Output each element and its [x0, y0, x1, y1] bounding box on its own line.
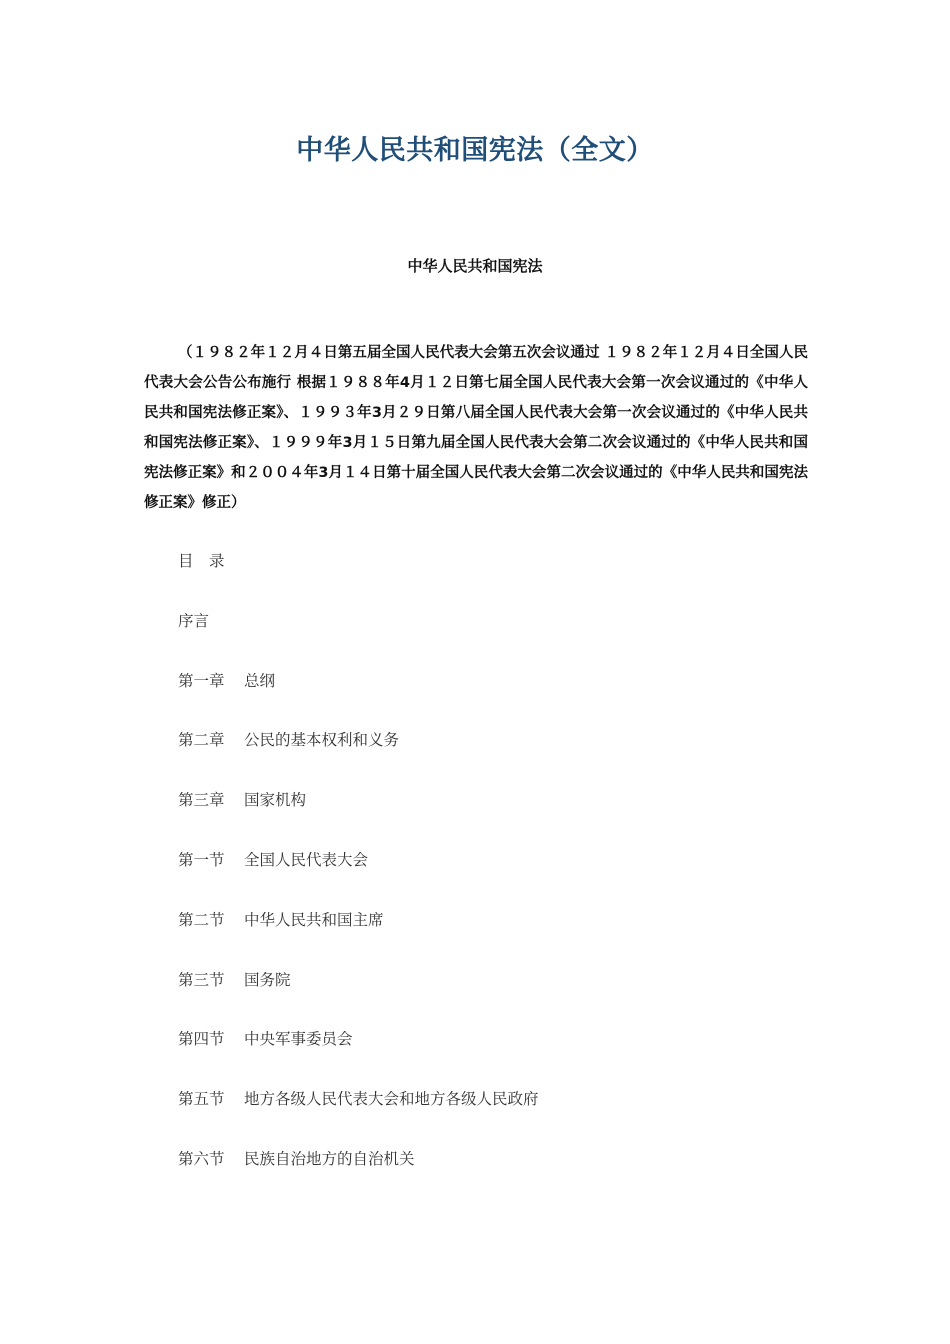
toc-item-text: 国务院 [244, 970, 291, 989]
toc-item-number: 第二章 [178, 731, 225, 750]
toc-item-number: 第三节 [178, 970, 225, 989]
toc-item-number: 第五节 [178, 1090, 225, 1109]
toc-item-number: 第六节 [178, 1149, 225, 1168]
toc-item-number: 第三章 [178, 791, 225, 810]
toc-item-number: 第四节 [178, 1030, 225, 1049]
toc-item-chapter-1 [178, 666, 818, 726]
toc-item-section-4 [178, 1024, 818, 1084]
page-title: 中华人民共和国宪法（全文） [296, 135, 654, 166]
toc-item-number: 序言 [178, 611, 210, 630]
toc-item-preface [178, 606, 818, 666]
toc-item-section-3 [178, 965, 818, 1025]
toc-item-text: 全国人民代表大会 [244, 850, 369, 869]
toc-item-number: 第二节 [178, 910, 225, 929]
toc-item-section-1 [178, 845, 818, 905]
toc-item-number: 第一节 [178, 850, 225, 869]
toc-item-number: 目 录 [178, 552, 225, 570]
toc-item-number: 第一章 [178, 671, 225, 690]
toc-item-section-6 [178, 1144, 818, 1204]
toc-item-text: 地方各级人民代表大会和地方各级人民政府 [244, 1090, 539, 1109]
table-of-contents [178, 546, 818, 1204]
toc-item-text: 中华人民共和国主席 [244, 910, 384, 929]
toc-item-chapter-2 [178, 725, 818, 785]
preamble-paragraph: （１９８２年１２月４日第五届全国人民代表大会第五次会议通过 １９８２年１２月４日全国人民代表大会公告公布施行 根据１９８８年4月１２日第七届全国人民代表大会第一次会议通过的《中华人民共和国宪法修正案》、１９９３年3月２９日第八届全国人民代表大会第一次会议通过的《中华人民共和国宪法修正案》、１９９９年3月１５日第九届全国人民代表大会第二次会议通过的《中华人民共和国宪法修正案》和２００４年3月１４日第十届全国人民代表大会第二次会议通过的《中华人民共和国宪法修正案》修正） [144, 345, 808, 511]
toc-item-text: 总纲 [244, 671, 276, 690]
toc-item-chapter-3 [178, 785, 818, 845]
toc-item-section-2 [178, 905, 818, 965]
toc-item-section-5 [178, 1084, 818, 1144]
toc-item-text: 民族自治地方的自治机关 [244, 1149, 415, 1168]
toc-item-text: 中央军事委员会 [244, 1030, 353, 1049]
toc-item-text: 国家机构 [244, 791, 307, 810]
toc-item-text: 公民的基本权利和义务 [244, 731, 400, 750]
document-subtitle: 中华人民共和国宪法 [407, 257, 543, 275]
toc-item-heading [178, 546, 818, 606]
